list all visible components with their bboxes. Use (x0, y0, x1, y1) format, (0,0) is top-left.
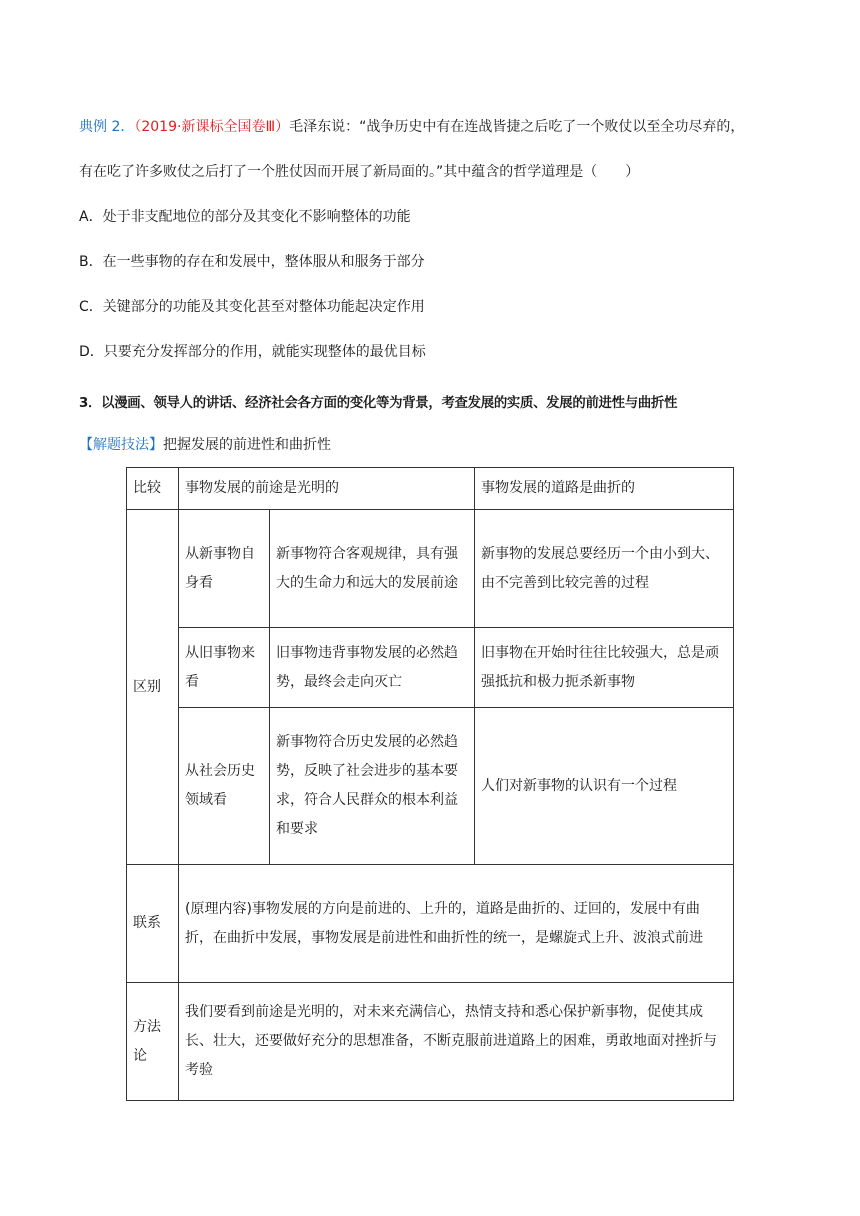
method-label: 方法论 (127, 983, 179, 1101)
option-b: B．在一些事物的存在和发展中，整体服从和服务于部分 (79, 254, 425, 270)
tortuous-cell: 人们对新事物的认识有一个过程 (475, 708, 734, 865)
example-source: （2019·新课标全国卷Ⅲ） (134, 119, 290, 135)
example-stem-1: 毛泽东说：“战争历史中有在连战皆捷之后吃了一个败仗以至全功尽弃的， (289, 119, 745, 135)
bright-cell: 新事物符合历史发展的必然趋势，反映了社会进步的基本要求，符合人民群众的根本利益和要求 (270, 708, 475, 865)
aspect-cell: 从新事物自身看 (179, 510, 270, 628)
option-a: A．处于非支配地位的部分及其变化不影响整体的功能 (79, 209, 411, 225)
section-heading: 3．以漫画、领导人的讲话、经济社会各方面的变化等为背景，考查发展的实质、发展的前进性与曲折性 (79, 396, 678, 411)
link-label: 联系 (127, 865, 179, 983)
table-row (127, 983, 734, 1101)
example-label: 典例 2． (79, 119, 135, 135)
aspect-cell: 从社会历史领域看 (179, 708, 270, 865)
link-text: (原理内容)事物发展的方向是前进的、上升的，道路是曲折的、迂回的，发展中有曲折，在曲折中发展，事物发展是前进性和曲折性的统一，是螺旋式上升、波浪式前进 (179, 865, 734, 983)
table-row (127, 510, 734, 628)
option-d: D．只要充分发挥部分的作用，就能实现整体的最优目标 (79, 344, 426, 360)
table-row (127, 865, 734, 983)
method-text: 我们要看到前途是光明的，对未来充满信心，热情支持和悉心保护新事物，促使其成长、壮大，还要做好充分的思想准备，不断克服前进道路上的困难，勇敢地面对挫折与考验 (179, 983, 734, 1101)
example-line-2: 有在吃了许多败仗之后打了一个胜仗因而开展了新局面的。”其中蕴含的哲学道理是（ ） (79, 164, 640, 180)
table-row (127, 628, 734, 708)
diff-label: 区别 (127, 510, 179, 865)
header-bright: 事物发展的前途是光明的 (179, 468, 475, 510)
tip-line (79, 435, 331, 455)
option-c: C．关键部分的功能及其变化甚至对整体功能起决定作用 (79, 299, 425, 315)
comparison-table (126, 467, 734, 1101)
tortuous-cell: 旧事物在开始时往往比较强大，总是顽强抵抗和极力扼杀新事物 (475, 628, 734, 708)
header-tortuous: 事物发展的道路是曲折的 (475, 468, 734, 510)
bright-cell: 旧事物违背事物发展的必然趋势，最终会走向灭亡 (270, 628, 475, 708)
header-compare: 比较 (127, 468, 179, 510)
table-header-row (127, 468, 734, 510)
bright-cell: 新事物符合客观规律，具有强大的生命力和远大的发展前途 (270, 510, 475, 628)
table-row (127, 708, 734, 865)
tip-text: 把握发展的前进性和曲折性 (163, 437, 331, 453)
tip-label: 【解题技法】 (79, 437, 163, 453)
example-line-1 (79, 117, 744, 137)
tortuous-cell: 新事物的发展总要经历一个由小到大、由不完善到比较完善的过程 (475, 510, 734, 628)
aspect-cell: 从旧事物来看 (179, 628, 270, 708)
